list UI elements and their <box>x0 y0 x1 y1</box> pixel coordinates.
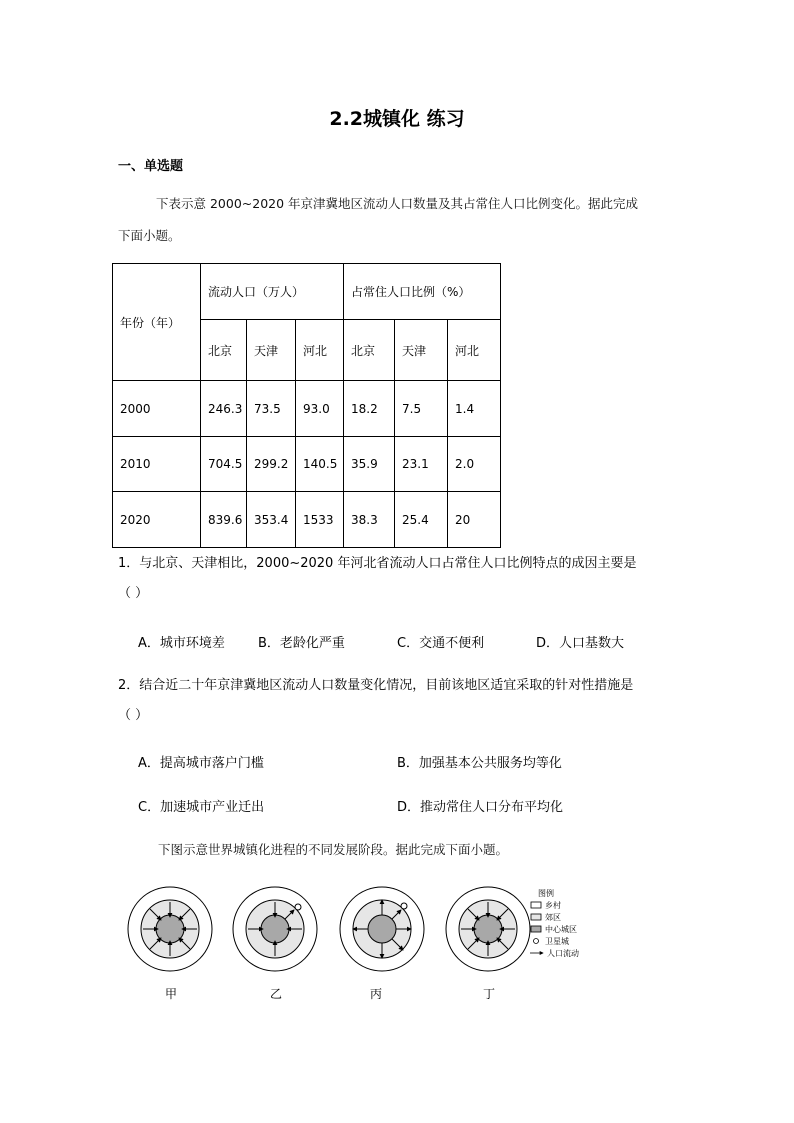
stage-label-bing: 丙 <box>370 987 383 1001</box>
question-1-stem: 1．与北京、天津相比，2000~2020 年河北省流动人口占常住人口比例特点的成因主要是 <box>118 556 637 571</box>
table-row <box>113 437 501 492</box>
value-cell: 23.1 <box>395 437 448 492</box>
sub-header: 北京 <box>344 320 395 381</box>
legend-suburb-swatch <box>531 914 541 920</box>
ratio-header: 占常住人口比例（%） <box>344 264 501 320</box>
q2-option-a: A．提高城市落户门槛 <box>138 756 264 771</box>
value-cell: 299.2 <box>247 437 296 492</box>
urbanization-diagram <box>110 880 610 1010</box>
question-2-stem: 2．结合近二十年京津冀地区流动人口数量变化情况，目前该地区适宜采取的针对性措施是 <box>118 678 634 693</box>
value-cell: 38.3 <box>344 492 395 548</box>
q2-option-d: D．推动常住人口分布平均化 <box>397 800 564 815</box>
value-cell: 2.0 <box>448 437 501 492</box>
sub-header: 天津 <box>247 320 296 381</box>
value-cell: 18.2 <box>344 381 395 437</box>
value-cell: 704.5 <box>201 437 247 492</box>
year-cell: 2010 <box>113 437 201 492</box>
value-cell: 93.0 <box>296 381 344 437</box>
value-cell: 1533 <box>296 492 344 548</box>
value-cell: 140.5 <box>296 437 344 492</box>
intro-paragraph-1-cont <box>118 220 698 252</box>
legend-title: 图例 <box>538 889 554 898</box>
intro-line-1: 下表示意 2000~2020 年京津冀地区流动人口数量及其占常住人口比例变化。据此完成 <box>156 196 639 211</box>
value-cell: 353.4 <box>247 492 296 548</box>
value-cell: 20 <box>448 492 501 548</box>
population-table <box>112 263 501 548</box>
year-header: 年份（年） <box>113 264 201 381</box>
value-cell: 839.6 <box>201 492 247 548</box>
intro-paragraph-2: 下图示意世界城镇化进程的不同发展阶段。据此完成下面小题。 <box>158 842 509 857</box>
value-cell: 73.5 <box>247 381 296 437</box>
q1-option-c: C．交通不便利 <box>397 636 485 651</box>
value-cell: 35.9 <box>344 437 395 492</box>
q2-option-b: B．加强基本公共服务均等化 <box>397 756 562 771</box>
section-heading: 一、单选题 <box>118 159 184 174</box>
intro-paragraph-1 <box>118 188 698 220</box>
diagram-legend <box>530 888 579 958</box>
intro-line-2: 下面小题。 <box>118 228 181 243</box>
sub-header: 河北 <box>448 320 501 381</box>
stage-label-jia: 甲 <box>165 987 178 1001</box>
legend-satellite-swatch <box>534 939 539 944</box>
stage-label-yi: 乙 <box>270 987 283 1001</box>
legend-rural-swatch <box>531 902 541 908</box>
q1-option-b: B．老龄化严重 <box>258 636 345 651</box>
stage-label-ding: 丁 <box>483 987 496 1001</box>
stage-ding-diagram <box>446 887 530 971</box>
sub-header: 北京 <box>201 320 247 381</box>
sub-header: 河北 <box>296 320 344 381</box>
stage-yi-diagram <box>233 887 317 971</box>
legend-center: 中心城区 <box>545 925 577 934</box>
q1-option-d: D．人口基数大 <box>536 636 625 651</box>
year-cell: 2000 <box>113 381 201 437</box>
legend-center-swatch <box>531 926 541 932</box>
q1-option-a: A．城市环境差 <box>138 636 225 651</box>
question-1-paren: （ ） <box>118 586 149 601</box>
legend-suburb: 郊区 <box>545 913 561 922</box>
table-row <box>113 381 501 437</box>
value-cell: 7.5 <box>395 381 448 437</box>
legend-flow: 人口流动 <box>547 949 579 958</box>
legend-rural: 乡村 <box>545 901 561 910</box>
stage-bing-diagram <box>340 887 424 971</box>
value-cell: 25.4 <box>395 492 448 548</box>
value-cell: 246.3 <box>201 381 247 437</box>
legend-satellite: 卫星城 <box>545 937 569 946</box>
value-cell: 1.4 <box>448 381 501 437</box>
sub-header: 天津 <box>395 320 448 381</box>
stage-jia-diagram <box>128 887 212 971</box>
page-title: 2.2城镇化 练习 <box>329 108 465 130</box>
question-2-paren: （ ） <box>118 708 149 723</box>
q2-option-c: C．加速城市产业迁出 <box>138 800 265 815</box>
year-cell: 2020 <box>113 492 201 548</box>
table-row <box>113 492 501 548</box>
floating-pop-header: 流动人口（万人） <box>201 264 344 320</box>
